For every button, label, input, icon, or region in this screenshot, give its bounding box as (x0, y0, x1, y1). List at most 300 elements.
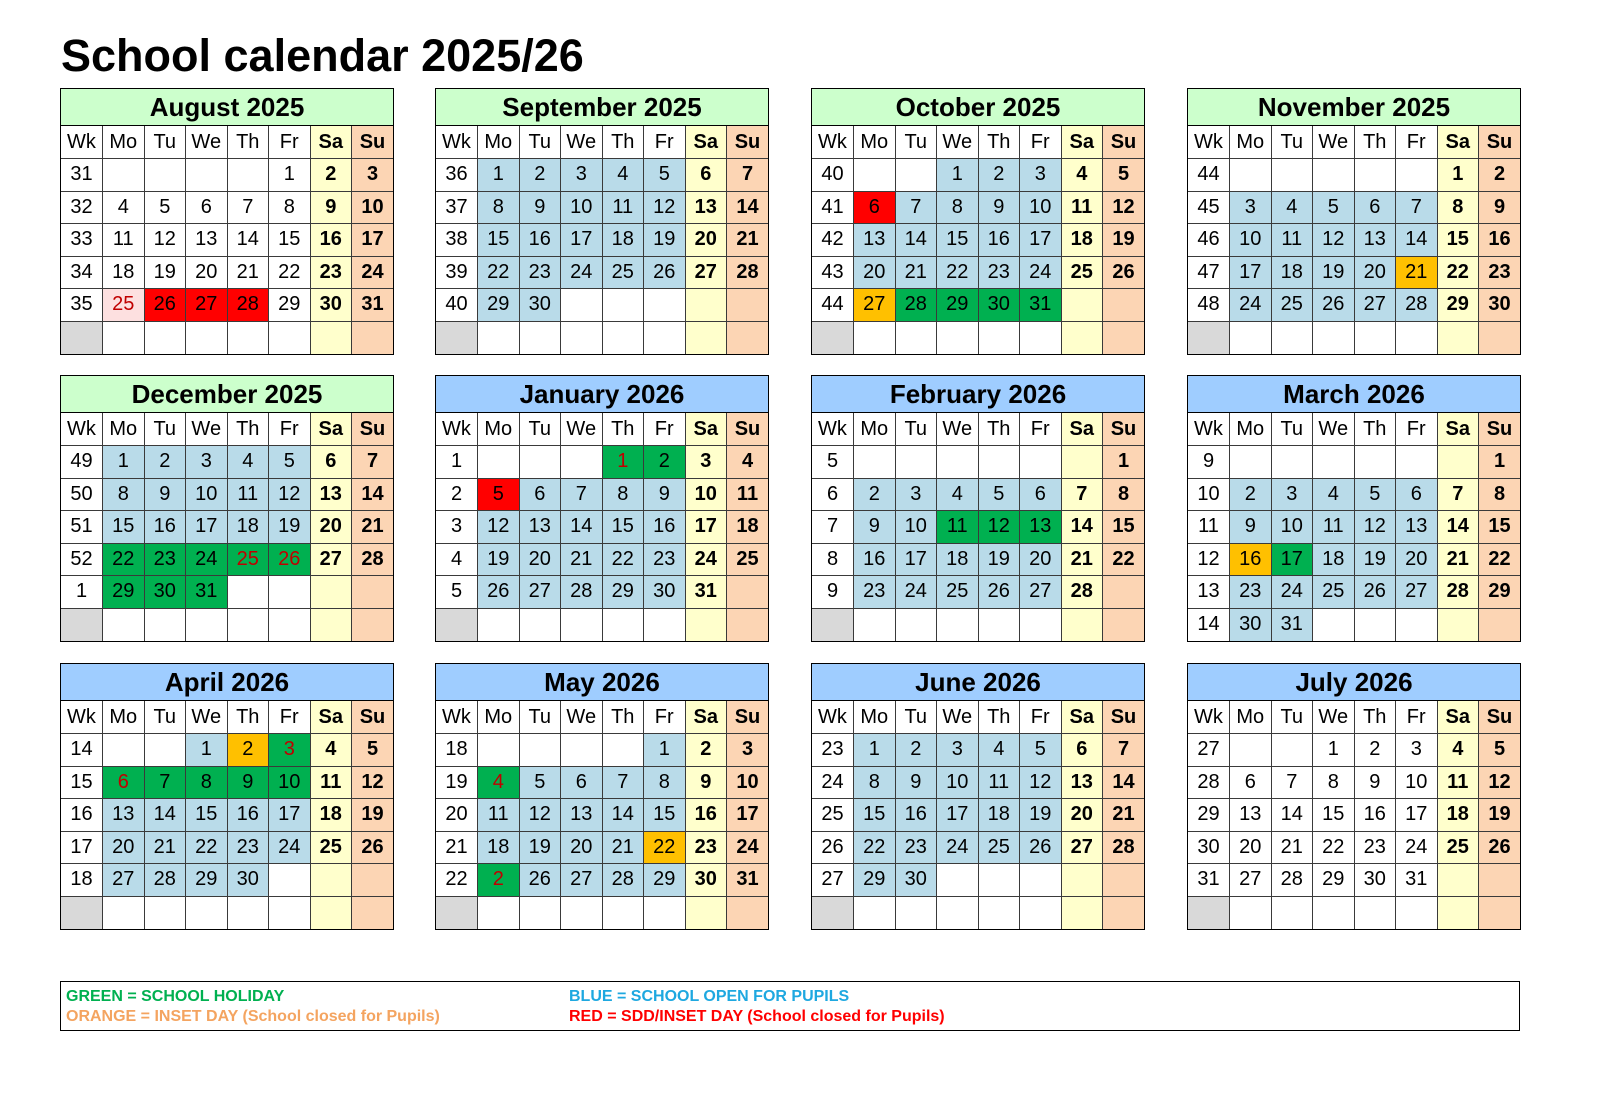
day-cell: 5 (1313, 191, 1355, 224)
day-cell: 12 (269, 478, 311, 511)
day-cell: 8 (644, 766, 686, 799)
day-cell: 25 (1437, 831, 1479, 864)
day-cell: 21 (144, 831, 186, 864)
day-cell: 3 (269, 734, 311, 767)
day-cell: 26 (1313, 289, 1355, 322)
week-number: 4 (436, 543, 478, 576)
day-cell: 26 (1020, 831, 1062, 864)
day-cell: 12 (352, 766, 394, 799)
day-cell: 16 (227, 799, 269, 832)
day-cell: 3 (1020, 159, 1062, 192)
week-number: 44 (812, 289, 854, 322)
week-number: 18 (436, 734, 478, 767)
empty-day-cell (1271, 159, 1313, 192)
empty-week-cell (61, 608, 103, 641)
day-cell: 10 (1396, 766, 1438, 799)
day-cell: 29 (644, 864, 686, 897)
week-number: 36 (436, 159, 478, 192)
week-number: 26 (812, 831, 854, 864)
day-cell: 13 (854, 224, 896, 257)
empty-day-cell (561, 734, 603, 767)
weekday-header: Mo (1230, 701, 1272, 734)
day-cell: 22 (103, 543, 145, 576)
day-cell: 7 (144, 766, 186, 799)
weekday-header: Th (1354, 701, 1396, 734)
weekday-header: We (561, 701, 603, 734)
empty-week-cell (1188, 321, 1230, 354)
day-cell: 15 (186, 799, 228, 832)
month-calendar (60, 88, 394, 355)
empty-day-cell (895, 896, 937, 929)
weekday-header: Fr (269, 701, 311, 734)
empty-day-cell (310, 321, 352, 354)
day-cell: 7 (1396, 191, 1438, 224)
legend-sdd-inset-day: RED = SDD/INSET DAY (School closed for Pupils) (569, 1008, 945, 1025)
day-cell: 10 (352, 191, 394, 224)
empty-day-cell (978, 864, 1020, 897)
day-cell: 4 (1271, 191, 1313, 224)
day-cell: 4 (103, 191, 145, 224)
empty-day-cell (227, 896, 269, 929)
day-cell: 23 (310, 256, 352, 289)
day-cell: 21 (602, 831, 644, 864)
day-cell: 29 (186, 864, 228, 897)
empty-day-cell (685, 608, 727, 641)
day-cell: 14 (352, 478, 394, 511)
weekday-header: Mo (103, 413, 145, 446)
empty-day-cell (644, 321, 686, 354)
day-cell: 5 (144, 191, 186, 224)
empty-day-cell (144, 159, 186, 192)
empty-day-cell (602, 734, 644, 767)
weekday-header: Tu (895, 701, 937, 734)
day-cell: 27 (1354, 289, 1396, 322)
day-cell: 22 (644, 831, 686, 864)
empty-day-cell (1313, 608, 1355, 641)
month-grid (61, 126, 393, 354)
week-number: 42 (812, 224, 854, 257)
day-cell: 24 (1271, 576, 1313, 609)
empty-day-cell (269, 321, 311, 354)
day-cell: 24 (269, 831, 311, 864)
empty-day-cell (1271, 446, 1313, 479)
empty-day-cell (103, 159, 145, 192)
empty-day-cell (1354, 321, 1396, 354)
day-cell: 18 (1437, 799, 1479, 832)
day-cell: 3 (1271, 478, 1313, 511)
weekday-header: Mo (478, 126, 520, 159)
empty-day-cell (727, 576, 769, 609)
day-cell: 11 (1313, 511, 1355, 544)
week-number: 38 (436, 224, 478, 257)
day-cell: 13 (1230, 799, 1272, 832)
empty-day-cell (519, 446, 561, 479)
empty-day-cell (685, 289, 727, 322)
empty-week-cell (812, 321, 854, 354)
day-cell: 27 (1230, 864, 1272, 897)
week-number: 52 (61, 543, 103, 576)
week-number: 30 (1188, 831, 1230, 864)
day-cell: 24 (352, 256, 394, 289)
empty-day-cell (269, 576, 311, 609)
weekday-header: Su (727, 126, 769, 159)
empty-day-cell (269, 896, 311, 929)
day-cell: 16 (644, 511, 686, 544)
day-cell: 9 (644, 478, 686, 511)
week-number-header: Wk (812, 413, 854, 446)
empty-day-cell (1354, 159, 1396, 192)
day-cell: 12 (1020, 766, 1062, 799)
day-cell: 17 (561, 224, 603, 257)
day-cell: 27 (1396, 576, 1438, 609)
day-cell: 24 (895, 576, 937, 609)
week-number: 27 (812, 864, 854, 897)
day-cell: 21 (1271, 831, 1313, 864)
day-cell: 15 (478, 224, 520, 257)
week-number: 37 (436, 191, 478, 224)
day-cell: 31 (727, 864, 769, 897)
day-cell: 9 (310, 191, 352, 224)
day-cell: 24 (937, 831, 979, 864)
empty-day-cell (1103, 608, 1145, 641)
day-cell: 14 (1271, 799, 1313, 832)
empty-day-cell (1479, 608, 1521, 641)
day-cell: 20 (186, 256, 228, 289)
day-cell: 1 (1437, 159, 1479, 192)
weekday-header: Su (727, 701, 769, 734)
week-number: 3 (436, 511, 478, 544)
weekday-header: Tu (895, 126, 937, 159)
empty-day-cell (1103, 896, 1145, 929)
weekday-header: We (937, 701, 979, 734)
week-number: 11 (1188, 511, 1230, 544)
empty-day-cell (1313, 446, 1355, 479)
empty-day-cell (310, 896, 352, 929)
day-cell: 25 (1061, 256, 1103, 289)
week-number-header: Wk (436, 126, 478, 159)
month-calendar (1187, 663, 1521, 930)
empty-week-cell (61, 896, 103, 929)
day-cell: 29 (602, 576, 644, 609)
weekday-header: Su (1103, 126, 1145, 159)
weekday-header: We (561, 126, 603, 159)
week-number-header: Wk (61, 413, 103, 446)
day-cell: 31 (1020, 289, 1062, 322)
empty-day-cell (1271, 734, 1313, 767)
day-cell: 29 (103, 576, 145, 609)
day-cell: 10 (685, 478, 727, 511)
day-cell: 12 (519, 799, 561, 832)
weekday-header: We (937, 413, 979, 446)
day-cell: 12 (1354, 511, 1396, 544)
week-number: 40 (436, 289, 478, 322)
empty-day-cell (1061, 321, 1103, 354)
day-cell: 13 (1020, 511, 1062, 544)
day-cell: 6 (561, 766, 603, 799)
empty-day-cell (227, 576, 269, 609)
weekday-header: Mo (1230, 413, 1272, 446)
month-title: September 2025 (436, 89, 768, 126)
day-cell: 20 (561, 831, 603, 864)
empty-day-cell (519, 734, 561, 767)
day-cell: 28 (1396, 289, 1438, 322)
weekday-header: Fr (1396, 413, 1438, 446)
day-cell: 4 (1437, 734, 1479, 767)
day-cell: 30 (1479, 289, 1521, 322)
day-cell: 31 (186, 576, 228, 609)
day-cell: 27 (103, 864, 145, 897)
week-number: 51 (61, 511, 103, 544)
empty-day-cell (727, 608, 769, 641)
day-cell: 13 (519, 511, 561, 544)
empty-day-cell (519, 896, 561, 929)
week-number: 33 (61, 224, 103, 257)
day-cell: 18 (1313, 543, 1355, 576)
day-cell: 16 (685, 799, 727, 832)
empty-day-cell (269, 608, 311, 641)
empty-day-cell (1437, 446, 1479, 479)
empty-day-cell (895, 608, 937, 641)
empty-day-cell (103, 896, 145, 929)
day-cell: 24 (1230, 289, 1272, 322)
week-number: 46 (1188, 224, 1230, 257)
day-cell: 8 (269, 191, 311, 224)
empty-week-cell (812, 608, 854, 641)
day-cell: 7 (227, 191, 269, 224)
day-cell: 18 (103, 256, 145, 289)
empty-day-cell (1437, 608, 1479, 641)
empty-day-cell (937, 446, 979, 479)
empty-day-cell (727, 896, 769, 929)
legend (60, 981, 1520, 1031)
weekday-header: Tu (519, 126, 561, 159)
empty-day-cell (103, 608, 145, 641)
day-cell: 4 (478, 766, 520, 799)
day-cell: 9 (895, 766, 937, 799)
day-cell: 19 (1313, 256, 1355, 289)
empty-day-cell (727, 321, 769, 354)
day-cell: 11 (978, 766, 1020, 799)
month-title: January 2026 (436, 376, 768, 413)
weekday-header: Sa (310, 126, 352, 159)
weekday-header: Su (1103, 413, 1145, 446)
day-cell: 7 (1103, 734, 1145, 767)
empty-day-cell (937, 608, 979, 641)
day-cell: 24 (685, 543, 727, 576)
week-number: 5 (436, 576, 478, 609)
day-cell: 17 (685, 511, 727, 544)
day-cell: 1 (186, 734, 228, 767)
week-number-header: Wk (436, 701, 478, 734)
day-cell: 15 (602, 511, 644, 544)
day-cell: 30 (978, 289, 1020, 322)
day-cell: 10 (727, 766, 769, 799)
day-cell: 22 (269, 256, 311, 289)
day-cell: 30 (1230, 608, 1272, 641)
day-cell: 9 (144, 478, 186, 511)
empty-day-cell (644, 896, 686, 929)
week-number: 39 (436, 256, 478, 289)
day-cell: 19 (978, 543, 1020, 576)
day-cell: 3 (937, 734, 979, 767)
weekday-header: Fr (1020, 413, 1062, 446)
day-cell: 21 (1437, 543, 1479, 576)
day-cell: 28 (1271, 864, 1313, 897)
week-number: 35 (61, 289, 103, 322)
day-cell: 12 (644, 191, 686, 224)
month-grid (1188, 413, 1520, 641)
weekday-header: Su (1479, 126, 1521, 159)
day-cell: 13 (1396, 511, 1438, 544)
empty-week-cell (436, 321, 478, 354)
empty-day-cell (602, 608, 644, 641)
day-cell: 8 (1437, 191, 1479, 224)
weekday-header: Tu (519, 701, 561, 734)
day-cell: 11 (310, 766, 352, 799)
day-cell: 19 (1103, 224, 1145, 257)
day-cell: 9 (519, 191, 561, 224)
weekday-header: Tu (144, 701, 186, 734)
day-cell: 2 (144, 446, 186, 479)
month-grid (436, 701, 768, 929)
day-cell: 18 (1271, 256, 1313, 289)
month-title: March 2026 (1188, 376, 1520, 413)
empty-day-cell (478, 321, 520, 354)
day-cell: 18 (937, 543, 979, 576)
month-calendar (1187, 88, 1521, 355)
weekday-header: Th (1354, 413, 1396, 446)
empty-day-cell (310, 576, 352, 609)
weekday-header: Mo (854, 701, 896, 734)
weekday-header: Mo (478, 413, 520, 446)
day-cell: 18 (727, 511, 769, 544)
empty-day-cell (685, 896, 727, 929)
week-number: 14 (1188, 608, 1230, 641)
day-cell: 19 (1020, 799, 1062, 832)
empty-day-cell (186, 321, 228, 354)
day-cell: 15 (1313, 799, 1355, 832)
day-cell: 22 (1103, 543, 1145, 576)
day-cell: 27 (310, 543, 352, 576)
day-cell: 22 (478, 256, 520, 289)
day-cell: 17 (186, 511, 228, 544)
day-cell: 24 (1020, 256, 1062, 289)
day-cell: 14 (727, 191, 769, 224)
day-cell: 30 (895, 864, 937, 897)
empty-day-cell (1354, 896, 1396, 929)
day-cell: 1 (937, 159, 979, 192)
day-cell: 22 (602, 543, 644, 576)
weekday-header: Sa (310, 701, 352, 734)
day-cell: 11 (727, 478, 769, 511)
week-number: 7 (812, 511, 854, 544)
weekday-header: We (1313, 126, 1355, 159)
empty-day-cell (1271, 896, 1313, 929)
day-cell: 2 (854, 478, 896, 511)
empty-day-cell (978, 321, 1020, 354)
empty-week-cell (1188, 896, 1230, 929)
empty-day-cell (1061, 608, 1103, 641)
week-number: 16 (61, 799, 103, 832)
week-number-header: Wk (812, 126, 854, 159)
day-cell: 23 (978, 256, 1020, 289)
day-cell: 4 (727, 446, 769, 479)
month-calendar (811, 663, 1145, 930)
week-number: 6 (812, 478, 854, 511)
day-cell: 28 (895, 289, 937, 322)
day-cell: 13 (561, 799, 603, 832)
weekday-header: Th (602, 126, 644, 159)
weekday-header: Th (978, 126, 1020, 159)
day-cell: 14 (1061, 511, 1103, 544)
month-title: April 2026 (61, 664, 393, 701)
day-cell: 27 (685, 256, 727, 289)
day-cell: 29 (478, 289, 520, 322)
week-number: 20 (436, 799, 478, 832)
day-cell: 5 (519, 766, 561, 799)
day-cell: 17 (727, 799, 769, 832)
day-cell: 28 (1437, 576, 1479, 609)
day-cell: 3 (727, 734, 769, 767)
empty-day-cell (144, 896, 186, 929)
day-cell: 6 (1354, 191, 1396, 224)
empty-day-cell (854, 608, 896, 641)
empty-week-cell (812, 896, 854, 929)
month-calendar (811, 88, 1145, 355)
day-cell: 17 (1020, 224, 1062, 257)
day-cell: 19 (478, 543, 520, 576)
week-number: 31 (1188, 864, 1230, 897)
week-number: 32 (61, 191, 103, 224)
day-cell: 23 (854, 576, 896, 609)
day-cell: 22 (1313, 831, 1355, 864)
week-number: 19 (436, 766, 478, 799)
day-cell: 29 (854, 864, 896, 897)
day-cell: 1 (478, 159, 520, 192)
day-cell: 6 (1230, 766, 1272, 799)
day-cell: 2 (1479, 159, 1521, 192)
day-cell: 26 (269, 543, 311, 576)
day-cell: 23 (1479, 256, 1521, 289)
day-cell: 2 (1354, 734, 1396, 767)
day-cell: 11 (103, 224, 145, 257)
week-number: 27 (1188, 734, 1230, 767)
day-cell: 23 (227, 831, 269, 864)
empty-week-cell (436, 896, 478, 929)
weekday-header: Fr (269, 413, 311, 446)
empty-day-cell (227, 159, 269, 192)
empty-day-cell (1313, 321, 1355, 354)
weekday-header: Su (352, 701, 394, 734)
empty-day-cell (1479, 896, 1521, 929)
month-grid (1188, 701, 1520, 929)
day-cell: 27 (519, 576, 561, 609)
day-cell: 16 (1354, 799, 1396, 832)
empty-week-cell (61, 321, 103, 354)
day-cell: 23 (685, 831, 727, 864)
day-cell: 22 (186, 831, 228, 864)
empty-day-cell (937, 896, 979, 929)
empty-day-cell (144, 734, 186, 767)
day-cell: 2 (1230, 478, 1272, 511)
weekday-header: We (186, 413, 228, 446)
day-cell: 14 (1437, 511, 1479, 544)
weekday-header: Sa (1061, 701, 1103, 734)
week-number: 18 (61, 864, 103, 897)
day-cell: 9 (685, 766, 727, 799)
day-cell: 17 (1396, 799, 1438, 832)
day-cell: 20 (854, 256, 896, 289)
